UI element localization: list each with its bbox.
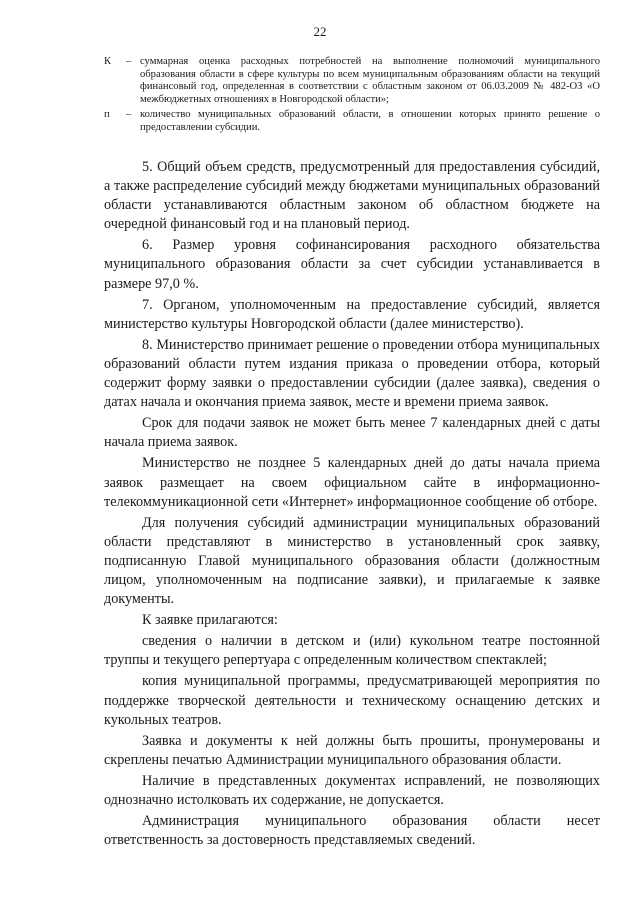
paragraph-announcement: Министерство не позднее 5 календарных дней до даты начала приема заявок размещает на своем официальном сайте в информационно-телекоммуникационной сети «Интернет» информационное сообщение об отборе. — [104, 455, 600, 510]
definition-row — [104, 109, 600, 134]
paragraph-application: Для получения субсидий администрации муниципальных образований области представляют в министерство в установленный срок заявку, подписанную Главой муниципального образования области (должностным лицом, уполномоченным на подписание заявки), и прилагаемые к заявке документы. — [104, 514, 600, 608]
paragraph-attachment-troupe: сведения о наличии в детском и (или) кукольном театре постоянной труппы и текущего репертуара с определенным количеством спектаклей; — [104, 633, 600, 669]
paragraph-attachment-program: копия муниципальной программы, предусматривающей мероприятия по поддержке творческой деятельности и техническому оснащению детских и кукольных театров. — [104, 673, 600, 728]
definition-row — [104, 56, 600, 106]
paragraph-deadline: Срок для подачи заявок не может быть менее 7 календарных дней с даты начала приема заявок. — [104, 415, 600, 451]
definition-symbol: п — [104, 109, 110, 121]
paragraph-corrections: Наличие в представленных документах исправлений, не позволяющих однозначно истолковать их содержание, не допускается. — [104, 772, 600, 808]
definition-text: суммарная оценка расходных потребностей на выполнение полномочий муниципального образования области в сфере культуры по всем муниципальным образованиям области на текущий финансовый год, определенная в соответствии с областным законом от 06.03.2009 № 482-ОЗ «О межбюджетных отношениях в Новгородской области»; — [140, 56, 600, 105]
paragraph-binding: Заявка и документы к ней должны быть прошиты, пронумерованы и скреплены печатью Администрации муниципального образования области. — [104, 732, 600, 768]
definition-dash: – — [126, 109, 132, 121]
paragraph-attachments-heading: К заявке прилагаются: — [142, 612, 278, 629]
paragraph-8-selection: 8. Министерство принимает решение о проведении отбора муниципальных образований области путем издания приказа о проведении отбора, который содержит форму заявки о предоставлении субсидии (далее заявка), сведения о датах начала и окончания приема заявок, месте и времени приема заявок. — [104, 336, 600, 411]
definition-symbol: К — [104, 56, 112, 67]
formula-definitions — [104, 56, 600, 138]
definition-text: количество муниципальных образований области, в отношении которых принято решение о предоставлении субсидии. — [140, 109, 600, 133]
paragraph-responsibility: Администрация муниципального образования области несет ответственность за достоверность представляемых сведений. — [104, 813, 600, 849]
definition-dash: – — [126, 56, 132, 67]
paragraph-5-total-funds: 5. Общий объем средств, предусмотренный для предоставления субсидий, а также распределение субсидий между бюджетами муниципальных образований области устанавливаются областным законом об областном бюджете на очередной финансовый год и на плановый период. — [104, 159, 600, 233]
paragraph-6-cofinancing: 6. Размер уровня софинансирования расходного обязательства муниципального образования области за счет субсидии устанавливается в размере 97,0 %. — [104, 237, 600, 292]
paragraph-7-authority: 7. Органом, уполномоченным на предоставление субсидий, является министерство культуры Новгородской области (далее министерство). — [104, 296, 600, 332]
document-body — [104, 158, 600, 852]
page-number: 22 — [313, 24, 327, 39]
